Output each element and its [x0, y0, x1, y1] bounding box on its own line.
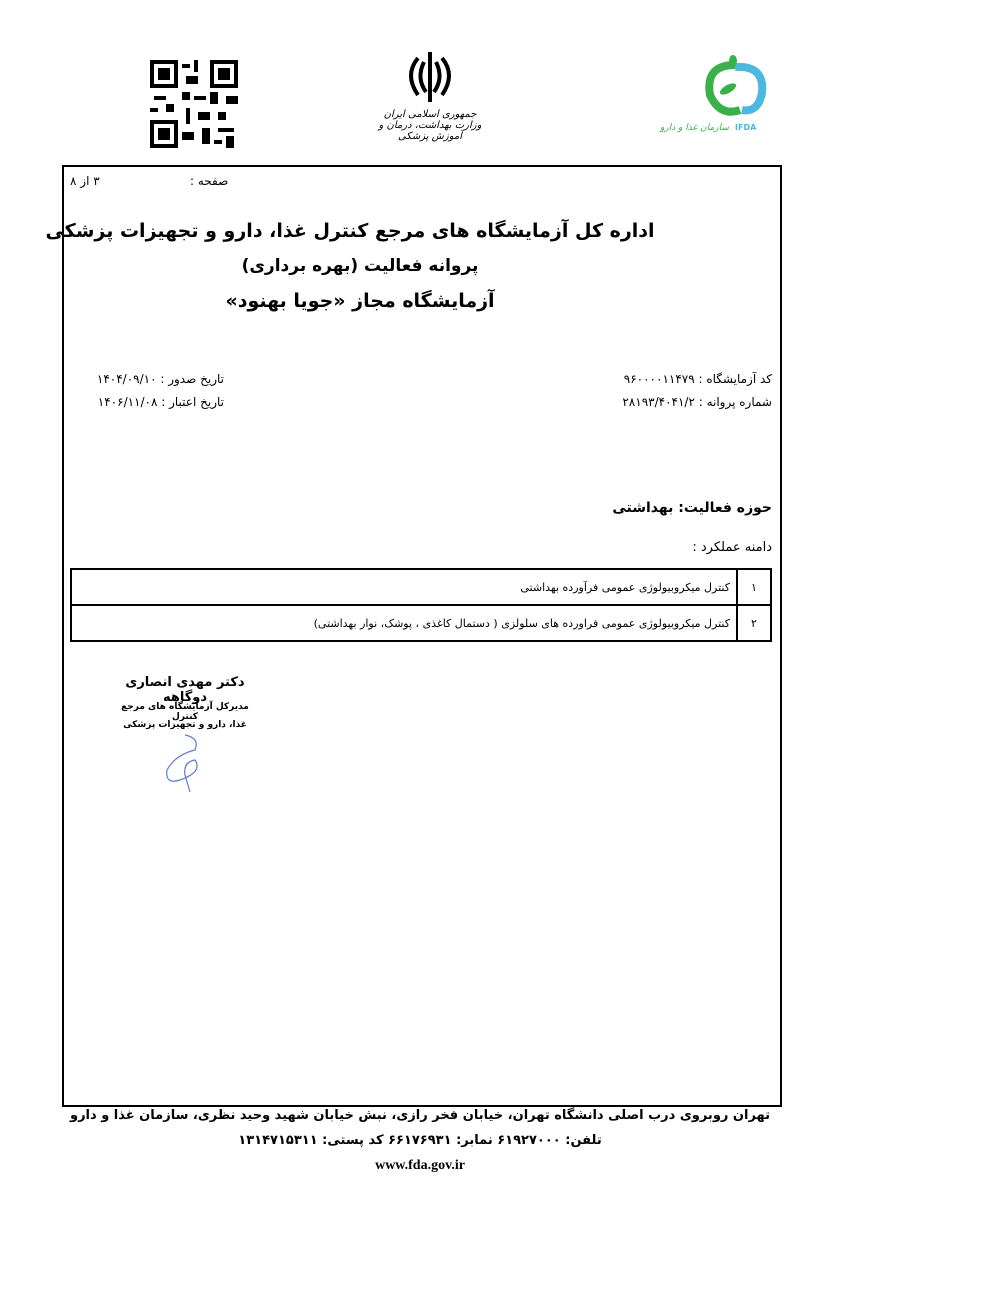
emblem-text-2: وزارت بهداشت، درمان و آموزش پزشکی [378, 120, 482, 142]
qr-code-icon [150, 60, 238, 148]
page-number: ۳ از ۸ [70, 174, 100, 188]
row-text: کنترل میکروبیولوژی عمومی فراورده های سلولزی ( دستمال کاغذی ، پوشک، نوار بهداشتی) [71, 605, 737, 641]
table-row [71, 605, 771, 641]
title-department: اداره کل آزمایشگاه های مرجع کنترل غذا، دارو و تجهیزات پزشکی [45, 220, 655, 242]
footer-website[interactable]: www.fda.gov.ir [375, 1158, 465, 1173]
row-number: ۱ [737, 569, 771, 605]
signatory-role-1: مدیرکل آزمایشگاه های مرجع کنترل [121, 702, 249, 722]
activity-field: حوزه فعالیت: بهداشتی [612, 500, 772, 516]
signatory-role-2: غذا، دارو و تجهیزات پزشکی [123, 720, 247, 730]
title-lab-name: آزمایشگاه مجاز «جویا بهنود» [225, 290, 495, 312]
issue-date: تاریخ صدور : ۱۴۰۴/۰۹/۱۰ [96, 372, 224, 386]
title-license: پروانه فعالیت (بهره برداری) [241, 256, 479, 276]
footer-address: تهران روبروی درب اصلی دانشگاه تهران، خیابان فخر رازی، نبش خیابان شهید وحید نظری، سازمان غذا و دارو [69, 1108, 771, 1123]
signatory-name: دکتر مهدی انصاری دوگاهه [125, 675, 245, 705]
table-row [71, 569, 771, 605]
scope-label: دامنه عملکرد : [692, 540, 772, 555]
iran-emblem-logo [370, 50, 490, 160]
fda-logo-icon [700, 55, 770, 120]
lab-code: کد آزمایشگاه : ۹۶۰۰۰۰۱۱۴۷۹ [623, 372, 772, 386]
footer-contact: تلفن: ۶۱۹۲۷۰۰۰ نمابر: ۶۶۱۷۶۹۳۱ کد پستی: ۱۳۱۴۷۱۵۳۱۱ [238, 1133, 602, 1148]
fda-logo-text: سازمان غذا و دارو [660, 123, 729, 133]
scope-table [70, 568, 772, 642]
fda-logo-abbr: IFDA [735, 123, 757, 132]
page-label: صفحه : [190, 174, 229, 188]
emblem-icon [400, 50, 460, 105]
signature-icon [155, 730, 215, 795]
license-number: شماره پروانه : ۲۸۱۹۳/۴۰۴۱/۲ [622, 395, 772, 409]
emblem-text-1: جمهوری اسلامی ایران [383, 109, 477, 120]
ifda-logo [660, 55, 780, 145]
row-number: ۲ [737, 605, 771, 641]
row-text: کنترل میکروبیولوژی عمومی فرآورده بهداشتی [71, 569, 737, 605]
expiry-date: تاریخ اعتبار : ۱۴۰۶/۱۱/۰۸ [97, 395, 224, 409]
